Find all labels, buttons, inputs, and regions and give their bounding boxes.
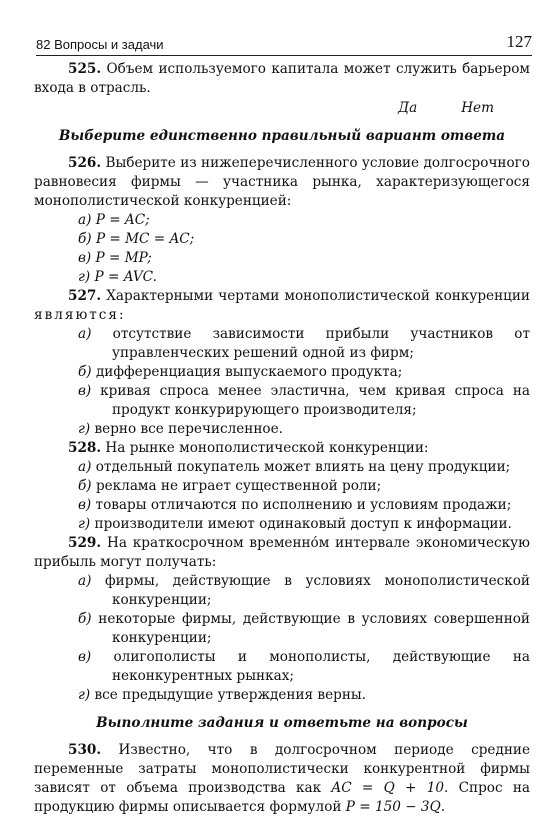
question-527: 527. Характерными чертами монополистической конкуренции являются: <box>34 288 530 323</box>
option: г) все предыдущие утверждения верны. <box>78 687 367 703</box>
question-text: На рынке монополистической конкуренции: <box>101 440 429 456</box>
question-number: 525. <box>68 61 102 77</box>
question-number: 528. <box>68 440 102 456</box>
option: б) некоторые фирмы, действующие в условиях совершенной конкуренции; <box>78 611 530 646</box>
option: а) P = AC; <box>78 212 150 228</box>
page-body <box>34 60 530 817</box>
question-text: Выберите из нижеперечисленного условие долгосрочного равновесия фирмы — участника рынка, характеризующегося монополистической конкуренцией: <box>34 155 530 209</box>
option: б) P = MC = AC; <box>78 231 195 247</box>
question-number: 527. <box>68 288 102 304</box>
page-number: 127 <box>506 32 532 51</box>
answer-yes: Да <box>398 100 418 116</box>
answer-no: Нет <box>461 100 494 116</box>
header-section-title: 82 Вопросы и задачи <box>36 37 164 52</box>
option: б) дифференциация выпускаемого продукта; <box>78 364 403 380</box>
yes-no-choices <box>34 99 530 118</box>
option: в) P = MP; <box>78 250 152 266</box>
question-number: 526. <box>68 155 102 171</box>
formula-demand: P = 150 − 3Q <box>345 799 441 815</box>
option: в) кривая спроса менее эластична, чем кривая спроса на продукт конкурирующего производителя; <box>78 383 530 418</box>
question-text: Объем используемого капитала может служить барьером входа в отрасль. <box>34 61 530 96</box>
section-heading-tasks: Выполните задания и ответьте на вопросы <box>96 715 468 731</box>
question-530: 530. Известно, что в долгосрочном периоде средние переменные затраты монополистически конкурентной фирмы зависят от объема производства как AC = Q + 10. Спрос на продукцию фирмы описывается формулой P = 150 − 3Q. <box>34 742 531 815</box>
option: г) P = AVC. <box>78 269 157 285</box>
running-header <box>36 30 532 52</box>
question-526 <box>34 154 530 211</box>
option: а) фирмы, действующие в условиях монополистической конкуренции; <box>78 573 530 608</box>
option: а) отдельный покупатель может влиять на цену продукции; <box>78 459 511 475</box>
section-heading-single-choice: Выберите единственно правильный вариант ответа <box>58 128 506 144</box>
question-525 <box>34 60 530 98</box>
question-528 <box>34 439 530 458</box>
question-529 <box>34 534 530 572</box>
option: в) олигополисты и монополисты, действующие на неконкурентных рынках; <box>78 649 530 684</box>
question-text: На краткосрочном временно́м интервале экономическую прибыль могут получать: <box>34 535 530 570</box>
question-number: 530. <box>68 742 102 758</box>
option: в) товары отличаются по исполнению и условиям продажи; <box>78 497 512 513</box>
question-text: Характерными чертами монополистической конкуренции <box>101 288 530 304</box>
option: г) верно все перечисленное. <box>78 421 283 437</box>
header-rule <box>36 55 532 56</box>
option: г) производители имеют одинаковый доступ к информации. <box>78 516 512 532</box>
option: б) реклама не играет существенной роли; <box>78 478 382 494</box>
formula-ac: AC = Q + 10 <box>331 780 444 796</box>
option: а) отсутствие зависимости прибыли участников от управленческих решений одной из фирм; <box>78 326 530 361</box>
question-number: 529. <box>68 535 102 551</box>
